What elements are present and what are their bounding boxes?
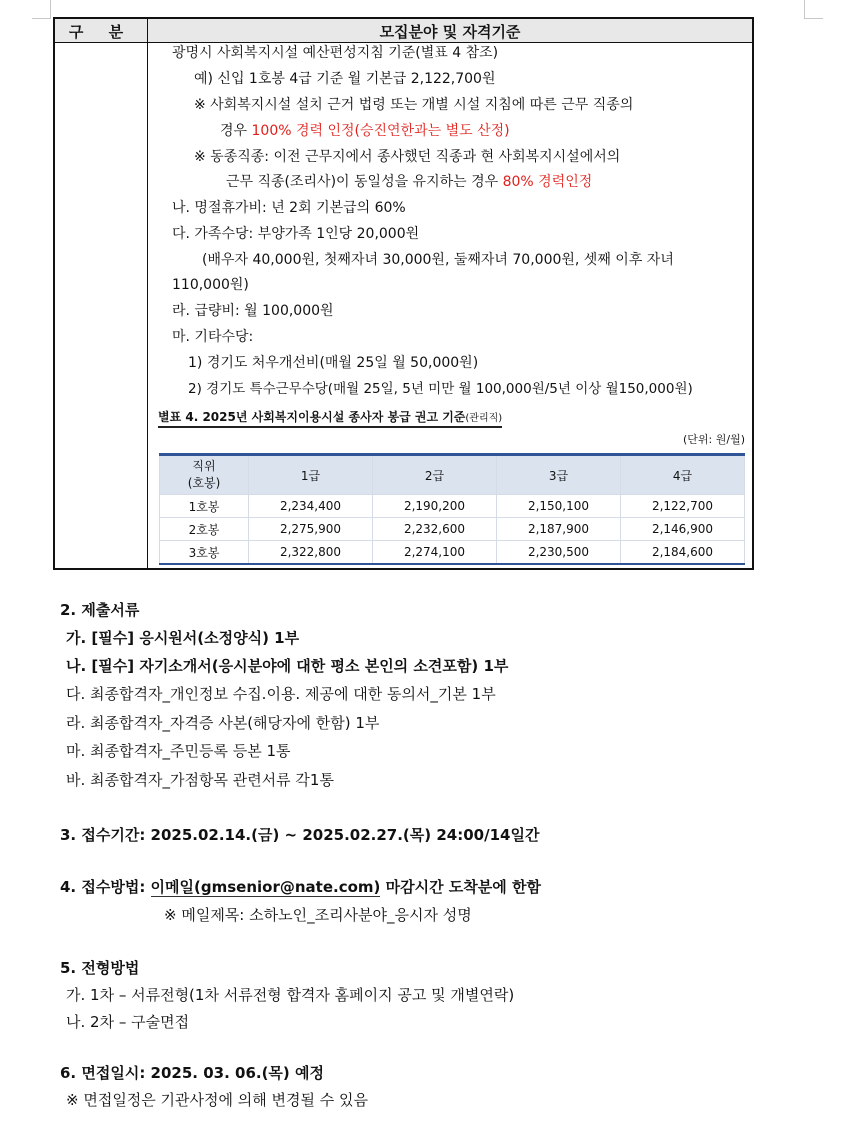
same-job-note-line-2: 근무 직종(조리사)이 동일성을 유지하는 경우 80% 경력인정	[226, 174, 593, 190]
application-period: 3. 접수기간: 2025.02.14.(금) ~ 2025.02.27.(목) 24:00/14일간	[60, 826, 540, 844]
pay-table-corner-cell: 직위 (호봉)	[160, 455, 249, 495]
pay-scale-table	[159, 453, 745, 565]
table-row	[160, 541, 745, 565]
column-divider	[147, 19, 148, 568]
selection-heading: 5. 전형방법	[60, 959, 140, 977]
document-item: 다. 최종합격자_개인정보 수집.이용. 제공에 대한 동의서_기본 1부	[66, 685, 496, 703]
document-item: 마. 최종합격자_주민등록 등본 1통	[66, 742, 291, 760]
family-allowance-line: 다. 가족수당: 부양가족 1인당 20,000원	[172, 226, 420, 242]
email-link[interactable]: 이메일(gmsenior@nate.com)	[150, 878, 381, 896]
pay-step-label: 2호봉	[160, 518, 249, 541]
pay-grade-header: 4급	[621, 455, 745, 495]
selection-item: 가. 1차 – 서류전형(1차 서류전형 합격자 홈페이지 공고 및 개별연락)	[66, 986, 515, 1004]
interview-note: ※ 면접일정은 기관사정에 의해 변경될 수 있음	[66, 1091, 368, 1109]
pay-table-unit: (단위: 원/월)	[683, 433, 745, 446]
career-100-highlight: 100% 경력 인정(승진연한과는 별도 산정)	[251, 123, 510, 139]
table-row	[160, 518, 745, 541]
other-allowance-line: 마. 기타수당:	[172, 329, 254, 345]
table-header-row	[55, 19, 752, 43]
pay-cell: 2,190,200	[373, 495, 497, 518]
pay-grade-header: 1급	[249, 455, 373, 495]
pay-cell: 2,187,900	[497, 518, 621, 541]
document-item: 라. 최종합격자_자격증 사본(해당자에 한함) 1부	[66, 714, 380, 732]
salary-guideline-line: 광명시 사회복지시설 예산편성지침 기준(별표 4 참조)	[172, 45, 499, 61]
selection-item: 나. 2차 – 구술면접	[66, 1013, 190, 1031]
document-item: 가. [필수] 응시원서(소정양식) 1부	[66, 629, 300, 647]
document-item: 나. [필수] 자기소개서(응시분야에 대한 평소 본인의 소견포함) 1부	[66, 657, 509, 675]
holiday-bonus-line: 나. 명절휴가비: 년 2회 기본급의 60%	[172, 200, 406, 216]
family-allowance-detail-cont: 110,000원)	[172, 277, 249, 293]
pay-step-label: 3호봉	[160, 541, 249, 565]
pay-cell: 2,230,500	[497, 541, 621, 565]
header-category: 구 분	[68, 23, 134, 41]
pay-cell: 2,122,700	[621, 495, 745, 518]
document-item: 바. 최종합격자_가점항목 관련서류 각1통	[66, 771, 334, 789]
pay-table-title: 별표 4. 2025년 사회복지이용시설 종사자 봉급 권고 기준(관리직)	[158, 408, 502, 428]
header-field-criteria: 모집분야 및 자격기준	[379, 23, 521, 41]
documents-heading: 2. 제출서류	[60, 601, 140, 619]
pay-cell: 2,232,600	[373, 518, 497, 541]
pay-cell: 2,275,900	[249, 518, 373, 541]
interview-date: 6. 면접일시: 2025. 03. 06.(목) 예정	[60, 1064, 324, 1082]
pay-step-label: 1호봉	[160, 495, 249, 518]
table-row	[160, 495, 745, 518]
page-corner-mark-right	[804, 0, 823, 19]
career-80-highlight: 80% 경력인정	[502, 174, 593, 190]
application-method: 4. 접수방법: 이메일(gmsenior@nate.com) 마감시간 도착분에 한함	[60, 878, 541, 896]
pay-cell: 2,146,900	[621, 518, 745, 541]
meal-allowance-line: 라. 급량비: 월 100,000원	[172, 303, 334, 319]
treatment-improvement-line: 1) 경기도 처우개선비(매월 25일 월 50,000원)	[188, 355, 479, 371]
pay-grade-header: 2급	[373, 455, 497, 495]
same-job-note-line-1: ※ 동종직종: 이전 근무지에서 종사했던 직종과 현 사회복지시설에서의	[194, 149, 621, 165]
pay-cell: 2,322,800	[249, 541, 373, 565]
family-allowance-detail-line: (배우자 40,000원, 첫째자녀 30,000원, 둘째자녀 70,000원, 셋째 이후 자녀	[202, 252, 674, 268]
email-subject-note: ※ 메일제목: 소하노인_조리사분야_응시자 성명	[164, 906, 472, 924]
pay-cell: 2,234,400	[249, 495, 373, 518]
salary-example-line: 예) 신입 1호봉 4급 기준 월 기본급 2,122,700원	[194, 71, 496, 87]
career-note-line-2: 경우 100% 경력 인정(승진연한과는 별도 산정)	[220, 123, 510, 139]
special-duty-allowance-line: 2) 경기도 특수근무수당(매월 25일, 5년 미만 월 100,000원/5년 이상 월150,000원)	[188, 381, 693, 397]
career-note-line-1: ※ 사회복지시설 설치 근거 법령 또는 개별 시설 지침에 따른 근무 직종의	[194, 97, 634, 113]
pay-cell: 2,184,600	[621, 541, 745, 565]
page-corner-mark-left	[32, 0, 51, 19]
pay-table-header-row	[160, 455, 745, 495]
pay-cell: 2,274,100	[373, 541, 497, 565]
pay-grade-header: 3급	[497, 455, 621, 495]
pay-cell: 2,150,100	[497, 495, 621, 518]
